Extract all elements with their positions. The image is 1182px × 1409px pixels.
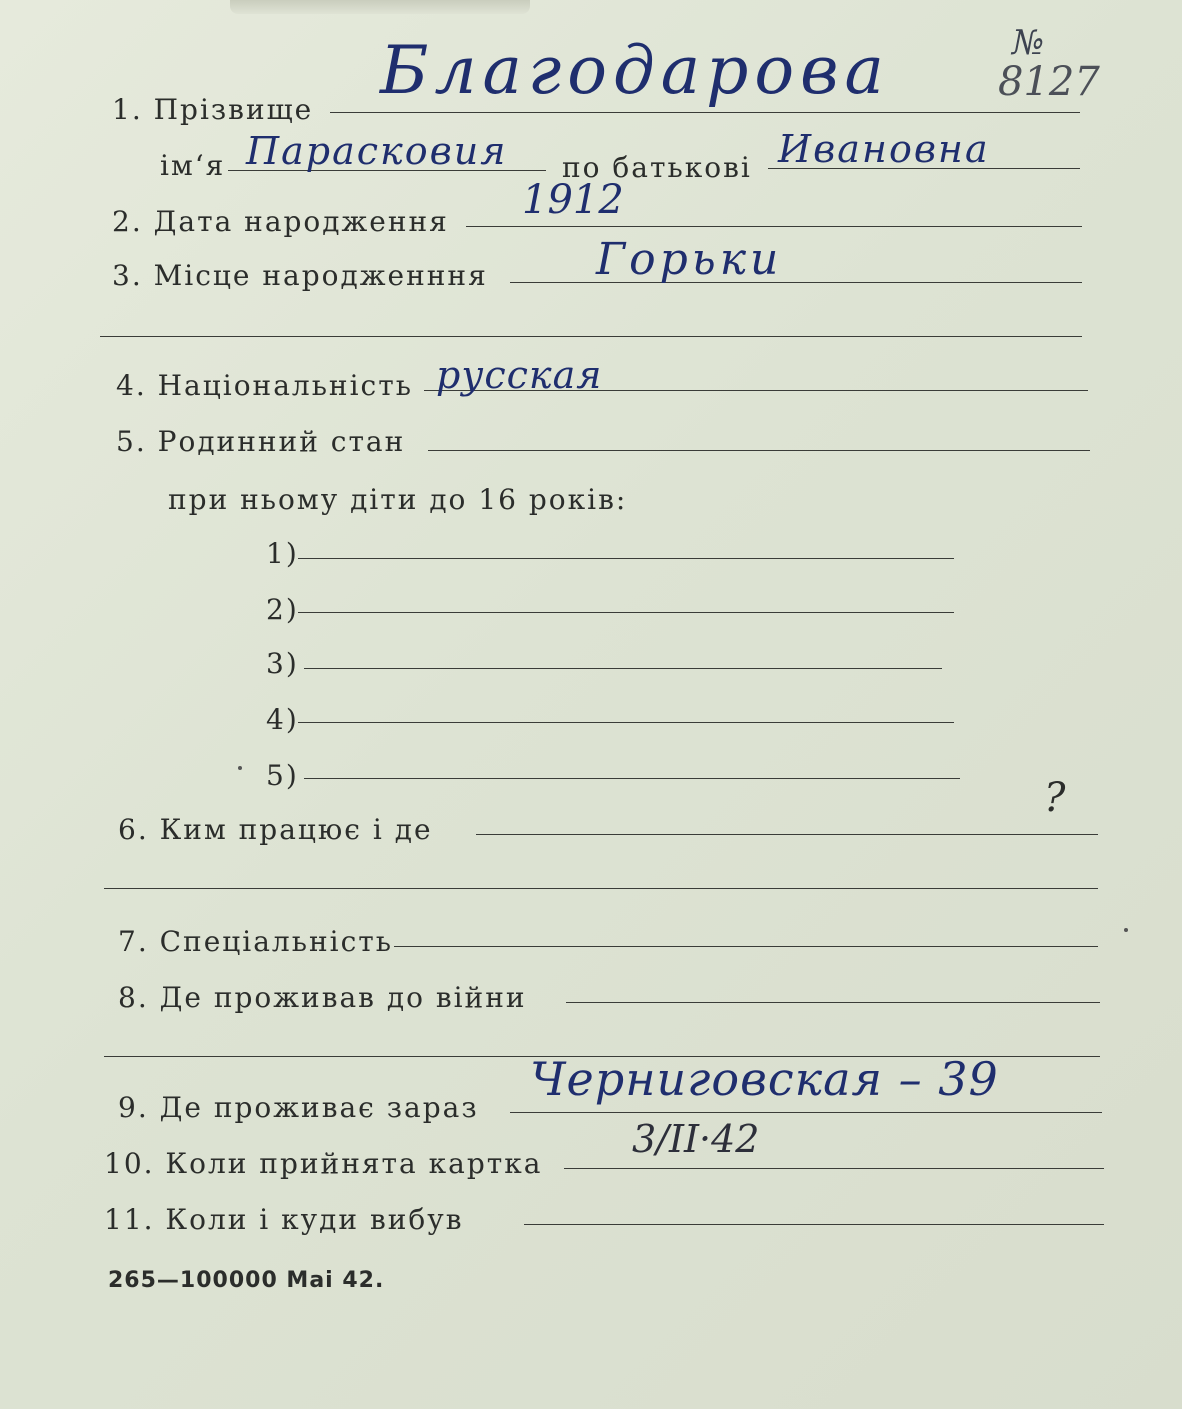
label-birth-place: 3. Місце народженння: [112, 259, 488, 292]
label-work: 6. Ким працює і де: [118, 813, 433, 846]
label-departure: 11. Коли і куди вибув: [104, 1203, 464, 1236]
label-marital-status: 5. Родинний стан: [116, 425, 406, 458]
handwritten-birth-date: 1912: [522, 177, 624, 223]
line-speciality: [394, 946, 1098, 947]
label-child-5: 5): [266, 759, 299, 792]
line-work: [476, 834, 1098, 835]
label-speciality: 7. Спеціальність: [118, 925, 393, 958]
label-children-under-16: при ньому діти до 16 років:: [168, 483, 628, 516]
handwritten-current-address: Черниговская – 39: [530, 1052, 999, 1106]
handwritten-first-name: Парасковия: [246, 129, 508, 173]
line-marital-status: [428, 450, 1090, 451]
line-work-continued: [104, 888, 1098, 889]
card-number: 8127: [998, 59, 1100, 105]
label-birth-date: 2. Дата народження: [112, 205, 449, 238]
label-card-accepted: 10. Коли прийнята картка: [104, 1147, 543, 1180]
line-child-1: [298, 558, 954, 559]
label-prewar-residence: 8. Де проживав до війни: [118, 981, 527, 1014]
line-child-4: [298, 722, 954, 723]
line-surname: [330, 112, 1080, 113]
line-current-residence: [510, 1112, 1102, 1113]
label-current-residence: 9. Де проживає зараз: [118, 1091, 479, 1124]
line-prewar-residence: [566, 1002, 1100, 1003]
label-child-4: 4): [266, 703, 299, 736]
line-birth-place-continued: [100, 336, 1082, 337]
line-child-5: [304, 778, 960, 779]
handwritten-card-accepted-date: 3/ІІ·42: [632, 1117, 760, 1161]
handwritten-birth-place: Горьки: [596, 234, 783, 285]
label-nationality: 4. Національність: [116, 369, 413, 402]
label-child-2: 2): [266, 593, 299, 626]
line-departure: [524, 1224, 1104, 1225]
paper-tab-edge: [230, 0, 530, 14]
line-birth-date: [466, 226, 1082, 227]
ink-speck: [1124, 928, 1128, 932]
handwritten-surname: Благодарова: [380, 32, 890, 109]
handwritten-patronymic: Ивановна: [778, 127, 990, 171]
label-child-3: 3): [266, 647, 299, 680]
label-child-1: 1): [266, 537, 299, 570]
print-run-code: 265—100000 Mai 42.: [108, 1268, 385, 1293]
ink-speck: [238, 766, 242, 770]
handwritten-question-mark: ?: [1044, 775, 1066, 821]
line-child-3: [304, 668, 942, 669]
label-first-name: ім‘я: [160, 149, 226, 182]
line-child-2: [298, 612, 954, 613]
label-surname: 1. Прізвище: [112, 93, 314, 126]
line-card-accepted: [564, 1168, 1104, 1169]
number-sign: №: [1012, 23, 1045, 63]
label-patronymic: по батькові: [562, 151, 752, 184]
handwritten-nationality: русская: [436, 353, 603, 397]
